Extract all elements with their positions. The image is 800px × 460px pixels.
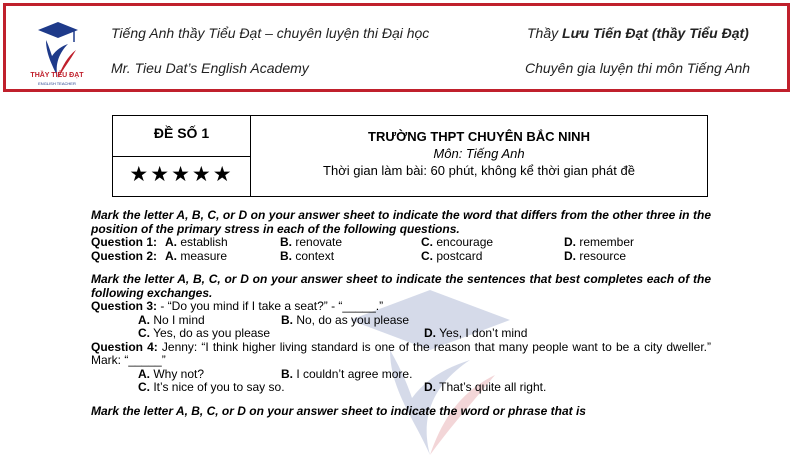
q4-options-row1 (91, 368, 711, 382)
exam-subject: Môn: Tiếng Anh (433, 146, 525, 161)
section1-instruction: Mark the letter A, B, C, or D on your answer sheet to indicate the word that differs from the other three in the position of the primary stress in each of the following questions. (91, 208, 711, 236)
q3-option-c: C. Yes, do as you please (138, 326, 271, 340)
q3-options-row1 (91, 314, 711, 328)
exam-content (91, 209, 711, 418)
header-right-line1 (527, 25, 749, 41)
q1-option-b: B. renovate (280, 235, 343, 249)
section3-instruction: Mark the letter A, B, C, or D on your answer sheet to indicate the word or phrase that is (91, 403, 586, 418)
question-1 (91, 236, 711, 250)
logo-subtitle: ENGLISH TEACHER (38, 81, 76, 86)
header-right-prefix: Thầy (527, 25, 563, 41)
exam-time: Thời gian làm bài: 60 phút, không kể thời gian phát đề (323, 163, 635, 178)
exam-code-cell (113, 116, 251, 196)
q4-label: Question 4: (91, 339, 158, 354)
q2-option-a: A. measure (165, 248, 228, 263)
header-left-line2: Mr. Tieu Dat’s English Academy (111, 60, 309, 76)
q3-option-d: D. Yes, I don’t mind (424, 326, 528, 340)
q3-stem: Question 3: - “Do you mind if I take a seat?” - “_____.” (91, 299, 384, 313)
header-right-line2: Chuyên gia luyện thi môn Tiếng Anh (525, 60, 751, 76)
exam-code: ĐỀ SỐ 1 (153, 125, 210, 141)
logo-name: THẦY TIỂU ĐẠT (30, 72, 84, 79)
q4-option-b: B. I couldn’t agree more. (281, 366, 413, 381)
q1-option-c: C. encourage (421, 235, 494, 249)
school-name: TRƯỜNG THPT CHUYÊN BẮC NINH (368, 129, 590, 144)
cell-divider (113, 156, 250, 157)
q3-option-b: B. No, do as you please (281, 312, 410, 327)
q2-option-d: D. resource (564, 248, 627, 263)
header-left-line1: Tiếng Anh thầy Tiểu Đạt – chuyên luyện thi Đại học (111, 25, 430, 41)
header-banner (3, 3, 790, 92)
q2-label: Question 2: (91, 248, 158, 263)
q1-option-a: A. establish (165, 235, 228, 249)
q1-label: Question 1: (91, 235, 158, 249)
q4-option-a: A. Why not? (138, 366, 205, 381)
q3-options-row2 (91, 327, 711, 341)
section2-instruction: Mark the letter A, B, C, or D on your answer sheet to indicate the sentences that best completes each of the following exchanges. (91, 272, 711, 300)
question-4 (91, 341, 711, 368)
q1-option-d: D. remember (564, 235, 635, 249)
q2-option-c: C. postcard (421, 248, 483, 263)
question-3 (91, 300, 711, 314)
teacher-name: Lưu Tiến Đạt (thầy Tiểu Đạt) (562, 25, 749, 41)
q4-option-d: D. That’s quite all right. (424, 380, 547, 394)
q4-options-row2 (91, 381, 711, 395)
q2-option-b: B. context (280, 248, 335, 263)
q4-text: Jenny: “I think higher living standard is one of the reason that many people want to be a city dweller.” Mark: “_____” (91, 339, 712, 367)
difficulty-stars: ★★★★★ (129, 163, 234, 186)
q4-option-c: C. It’s nice of you to say so. (138, 380, 285, 394)
exam-info-table (112, 115, 708, 197)
question-2 (91, 250, 711, 264)
q3-option-a: A. No I mind (138, 312, 205, 327)
